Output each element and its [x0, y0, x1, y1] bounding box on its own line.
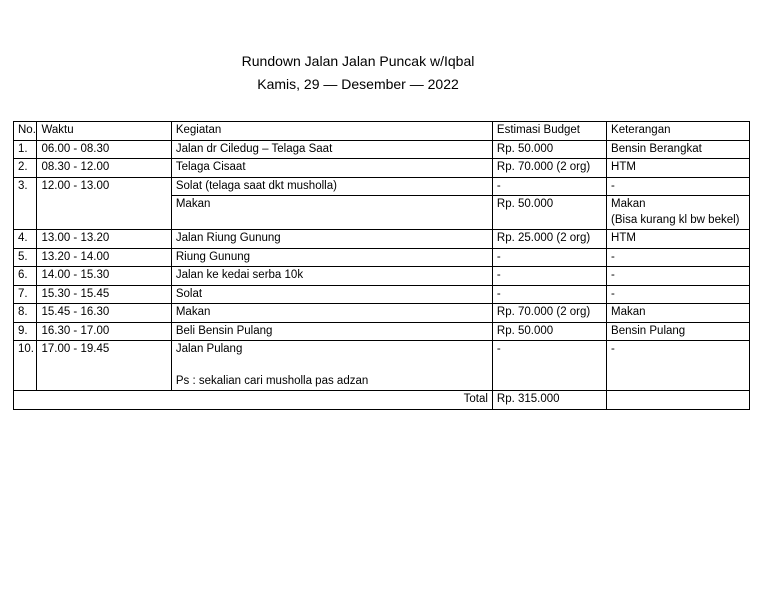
- cell-no: 10.: [14, 341, 37, 391]
- table-row: [14, 177, 750, 196]
- cell-keterangan: -: [607, 248, 750, 267]
- header-kegiatan: Kegiatan: [171, 122, 492, 141]
- cell-waktu: 14.00 - 15.30: [37, 267, 171, 286]
- cell-keterangan: Bensin Pulang: [607, 322, 750, 341]
- cell-no: 1.: [14, 140, 37, 159]
- total-row: [14, 391, 750, 410]
- cell-budget: -: [492, 177, 606, 196]
- cell-no: 9.: [14, 322, 37, 341]
- cell-no: 8.: [14, 304, 37, 323]
- cell-keterangan: -: [607, 341, 750, 391]
- table-row: [14, 322, 750, 341]
- cell-waktu: 15.45 - 16.30: [37, 304, 171, 323]
- cell-budget: -: [492, 285, 606, 304]
- cell-no: 4.: [14, 230, 37, 249]
- cell-waktu: 12.00 - 13.00: [37, 177, 171, 230]
- cell-kegiatan: Makan: [171, 304, 492, 323]
- document-title-block: [0, 50, 716, 96]
- cell-keterangan: Makan: [607, 304, 750, 323]
- cell-keterangan: -: [607, 177, 750, 196]
- cell-kegiatan: Jalan Riung Gunung: [171, 230, 492, 249]
- cell-budget: -: [492, 248, 606, 267]
- table-row: [14, 285, 750, 304]
- total-empty-cell: [607, 391, 750, 410]
- cell-keterangan: [607, 196, 750, 230]
- keterangan-note: (Bisa kurang kl bw bekel): [611, 213, 740, 226]
- cell-waktu: 13.20 - 14.00: [37, 248, 171, 267]
- total-label: Total: [14, 391, 493, 410]
- cell-budget: Rp. 50.000: [492, 196, 606, 230]
- cell-no: 3.: [14, 177, 37, 230]
- cell-waktu: 06.00 - 08.30: [37, 140, 171, 159]
- cell-no: 2.: [14, 159, 37, 178]
- cell-kegiatan: [171, 341, 492, 391]
- cell-keterangan: -: [607, 267, 750, 286]
- cell-no: 7.: [14, 285, 37, 304]
- cell-keterangan: -: [607, 285, 750, 304]
- document-date: Kamis, 29 — Desember — 2022: [257, 76, 459, 92]
- table-row: [14, 304, 750, 323]
- cell-keterangan: HTM: [607, 230, 750, 249]
- cell-kegiatan: Jalan dr Ciledug – Telaga Saat: [171, 140, 492, 159]
- cell-budget: Rp. 70.000 (2 org): [492, 159, 606, 178]
- header-no: No.: [14, 122, 37, 141]
- cell-waktu: 17.00 - 19.45: [37, 341, 171, 391]
- cell-waktu: 15.30 - 15.45: [37, 285, 171, 304]
- cell-budget: Rp. 50.000: [492, 322, 606, 341]
- kegiatan-note: Ps : sekalian cari musholla pas adzan: [175, 374, 369, 387]
- table-row: [14, 248, 750, 267]
- cell-kegiatan: Solat (telaga saat dkt musholla): [171, 177, 492, 196]
- total-value: Rp. 315.000: [492, 391, 606, 410]
- kegiatan-line: Jalan Pulang: [175, 343, 243, 355]
- table-row: [14, 341, 750, 391]
- cell-kegiatan: Beli Bensin Pulang: [171, 322, 492, 341]
- table-row: [14, 140, 750, 159]
- cell-kegiatan: Telaga Cisaat: [171, 159, 492, 178]
- table-row: [14, 267, 750, 286]
- rundown-table: [13, 121, 750, 410]
- cell-budget: Rp. 70.000 (2 org): [492, 304, 606, 323]
- cell-kegiatan: Jalan ke kedai serba 10k: [171, 267, 492, 286]
- keterangan-line: Makan: [611, 198, 646, 210]
- table-row: [14, 230, 750, 249]
- header-keterangan: Keterangan: [607, 122, 750, 141]
- cell-kegiatan: Solat: [171, 285, 492, 304]
- cell-kegiatan: Riung Gunung: [171, 248, 492, 267]
- cell-keterangan: HTM: [607, 159, 750, 178]
- cell-budget: -: [492, 267, 606, 286]
- header-waktu: Waktu: [37, 122, 171, 141]
- table-header-row: [14, 122, 750, 141]
- cell-budget: -: [492, 341, 606, 391]
- header-budget: Estimasi Budget: [492, 122, 606, 141]
- cell-waktu: 08.30 - 12.00: [37, 159, 171, 178]
- table-row: [14, 159, 750, 178]
- cell-kegiatan: Makan: [171, 196, 492, 230]
- cell-waktu: 13.00 - 13.20: [37, 230, 171, 249]
- cell-no: 6.: [14, 267, 37, 286]
- cell-keterangan: Bensin Berangkat: [607, 140, 750, 159]
- cell-budget: Rp. 50.000: [492, 140, 606, 159]
- cell-no: 5.: [14, 248, 37, 267]
- document-title: Rundown Jalan Jalan Puncak w/Iqbal: [241, 53, 475, 69]
- cell-budget: Rp. 25.000 (2 org): [492, 230, 606, 249]
- cell-waktu: 16.30 - 17.00: [37, 322, 171, 341]
